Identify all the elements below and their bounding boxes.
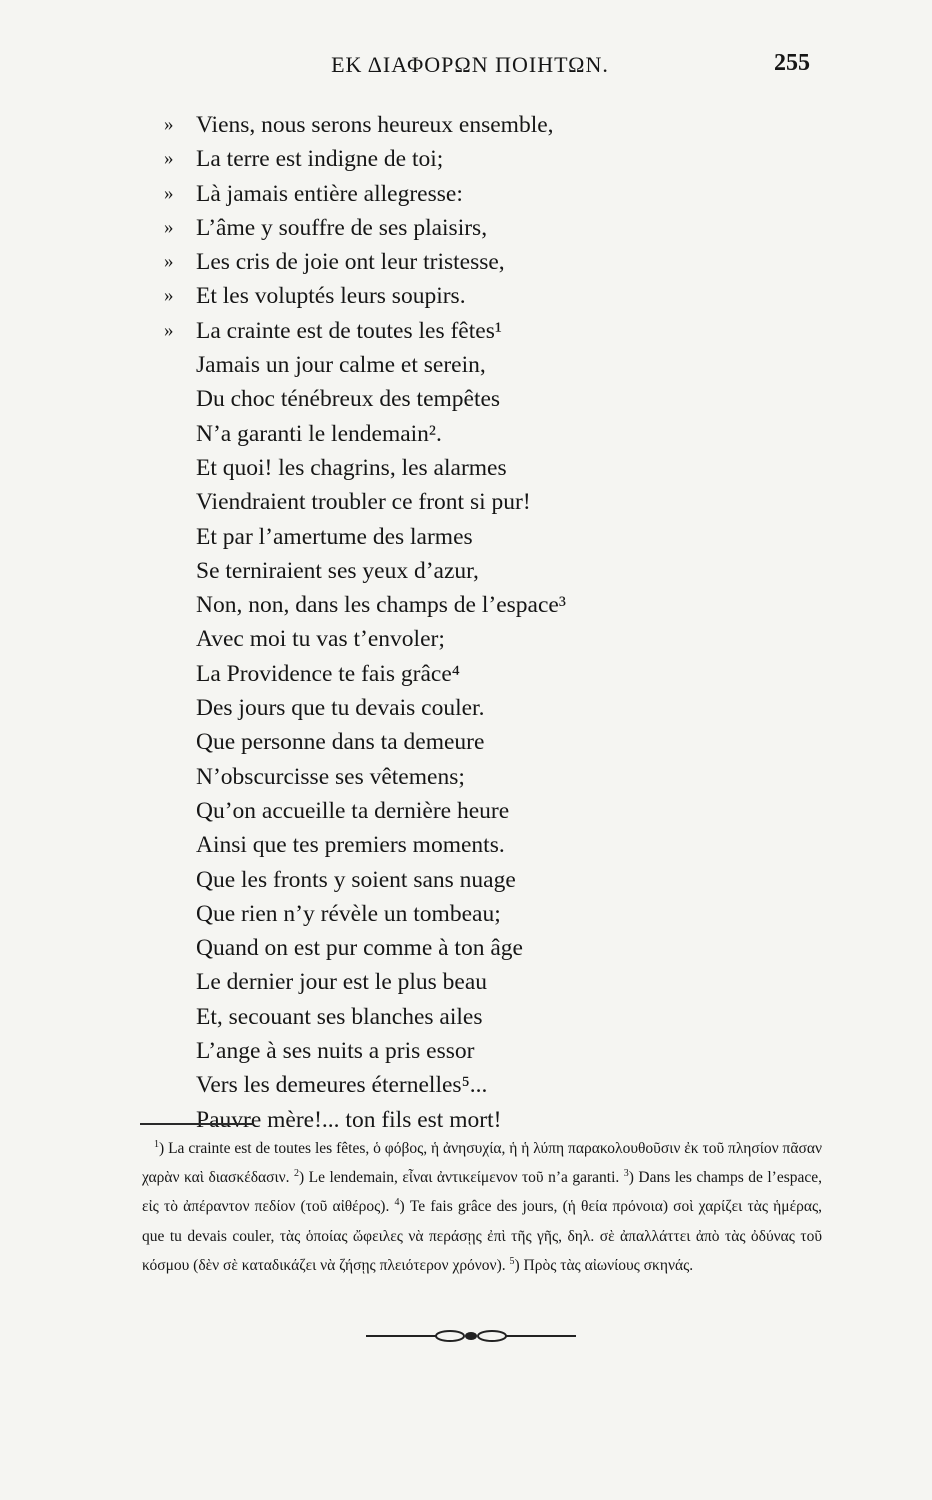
quote-mark: » (164, 182, 174, 204)
quote-mark: » (164, 251, 174, 273)
poem-line (160, 897, 760, 931)
poem-line-text: Là jamais entière allegresse: (196, 180, 463, 207)
poem-line-text: Se terniraient ses yeux d’azur, (196, 557, 479, 584)
poem-line-text: Pauvre mère!... ton fils est mort! (196, 1106, 502, 1133)
poem-line-text: Les cris de joie ont leur tristesse, (196, 249, 505, 276)
poem-line (160, 211, 760, 245)
footnote-mark: 4 (394, 1197, 400, 1209)
poem-line (160, 177, 760, 211)
poem-line-text: Des jours que tu devais couler. (196, 695, 485, 722)
footnote-mark: 1 (154, 1138, 159, 1150)
footnote-text: ) Πρὸς τὰς αἰωνίους σκηνάς. (514, 1256, 694, 1274)
footnote-text: ) Dans les champs de l’espace, εἰς τὸ ἀπέραντον πεδίον (τοῦ αἰθέρος). (142, 1169, 822, 1216)
poem-line-text: N’obscurcisse ses vêtemens; (196, 763, 465, 790)
poem-line-text: Que personne dans ta demeure (196, 729, 485, 756)
poem-line-text: Qu’on accueille ta dernière heure (196, 797, 510, 824)
poem-line (160, 931, 760, 965)
poem-line (160, 108, 760, 142)
footnote-mark: 5 (509, 1255, 515, 1267)
poem-line-text: Avec moi tu vas t’envoler; (196, 626, 445, 653)
poem-line (160, 520, 760, 554)
poem-line (160, 828, 760, 862)
poem-line (160, 760, 760, 794)
poem-line (160, 965, 760, 999)
quote-mark: » (164, 148, 174, 170)
poem-line-text: Et par l’amertume des larmes (196, 523, 473, 550)
poem-line-text: L’âme y souffre de ses plaisirs, (196, 214, 488, 241)
poem-line (160, 622, 760, 656)
footnote-text: ) Te fais grâce des jours, (ἡ θεία πρόνοια) σοὶ χαρίζει τὰς ἡμέρας, que tu devais couler, τὰς ὁποίας ὤφειλες νὰ περάσῃς ἐπὶ τῆς γῆς, δηλ. σὲ ἀπαλλάττει ἀπὸ τὰς ὀδύνας τοῦ κόσμου (δὲν σὲ καταδικάζει νὰ ζήσῃς πλειότερον χρόνον). (142, 1198, 822, 1274)
poem-line-text: Que les fronts y soient sans nuage (196, 866, 516, 893)
footnote-text: ) La crainte est de toutes les fêtes, ὁ φόβος, ἡ ἀνησυχία, ἡ ἡ λύπη παρακολουθοῦσιν ἐκ τοῦ πλησίον πᾶσαν χαρὰν καὶ διασκέδασιν. (142, 1140, 822, 1187)
quote-mark: » (164, 285, 174, 307)
poem-line-text: Ainsi que tes premiers moments. (196, 832, 505, 859)
poem-line (160, 485, 760, 519)
poem-line-text: N’a garanti le lendemain². (196, 420, 442, 447)
poem-line-text: Vers les demeures éternelles⁵... (196, 1072, 488, 1099)
poem-line-text: La crainte est de toutes les fêtes¹ (196, 317, 502, 344)
poem-line (160, 451, 760, 485)
poem-line (160, 279, 760, 313)
poem-line-text: Viendraient troubler ce front si pur! (196, 489, 531, 516)
running-header-title: ΕΚ ΔΙΑΦΟΡΩΝ ΠΟΙΗΤΩΝ. (331, 52, 609, 77)
poem-line-text: Quand on est pur comme à ton âge (196, 935, 523, 962)
poem-line-text: Du choc ténébreux des tempêtes (196, 386, 501, 413)
quote-mark: » (164, 216, 174, 238)
poem-line (160, 1068, 760, 1102)
poem-line-text: La terre est indigne de toi; (196, 146, 444, 173)
poem-line-text: La Providence te fais grâce⁴ (196, 660, 460, 687)
poem-line-text: Le dernier jour est le plus beau (196, 969, 488, 996)
poem-line (160, 863, 760, 897)
quote-mark: » (164, 114, 174, 135)
poem-line (160, 1103, 760, 1137)
poem-line-text: Et, secouant ses blanches ailes (196, 1003, 483, 1030)
poem-line (160, 794, 760, 828)
poem-body (160, 108, 760, 1137)
poem-line (160, 657, 760, 691)
poem-line-text: Non, non, dans les champs de l’espace³ (196, 592, 566, 619)
poem-line-text: Jamais un jour calme et serein, (196, 352, 486, 379)
poem-line (160, 554, 760, 588)
poem-line (160, 588, 760, 622)
poem-line (160, 1034, 760, 1068)
page-number: 255 (774, 50, 810, 76)
poem-line (160, 725, 760, 759)
poem-line-text: Que rien n’y révèle un tombeau; (196, 900, 501, 927)
poem-line (160, 142, 760, 176)
poem-line (160, 314, 760, 348)
poem-line (160, 382, 760, 416)
poem-line (160, 691, 760, 725)
footnote-mark: 3 (623, 1168, 629, 1180)
poem-line-text: Et les voluptés leurs soupirs. (196, 283, 466, 310)
poem-line (160, 1000, 760, 1034)
footnote-text: ) Le lendemain, εἶναι ἀντικείμενον τοῦ n’a garanti. (299, 1169, 624, 1187)
ornament-divider-icon (366, 1328, 576, 1344)
poem-line-text: Et quoi! les chagrins, les alarmes (196, 454, 507, 481)
poem-line-text: Viens, nous serons heureux ensemble, (196, 112, 554, 138)
footnote-separator-rule (140, 1123, 254, 1125)
poem-line-text: L’ange à ses nuits a pris essor (196, 1038, 475, 1065)
poem-line (160, 348, 760, 382)
footnote-mark: 2 (294, 1168, 300, 1180)
quote-mark: » (164, 319, 174, 341)
footnotes-block (142, 1134, 822, 1280)
poem-line (160, 245, 760, 279)
poem-line (160, 417, 760, 451)
